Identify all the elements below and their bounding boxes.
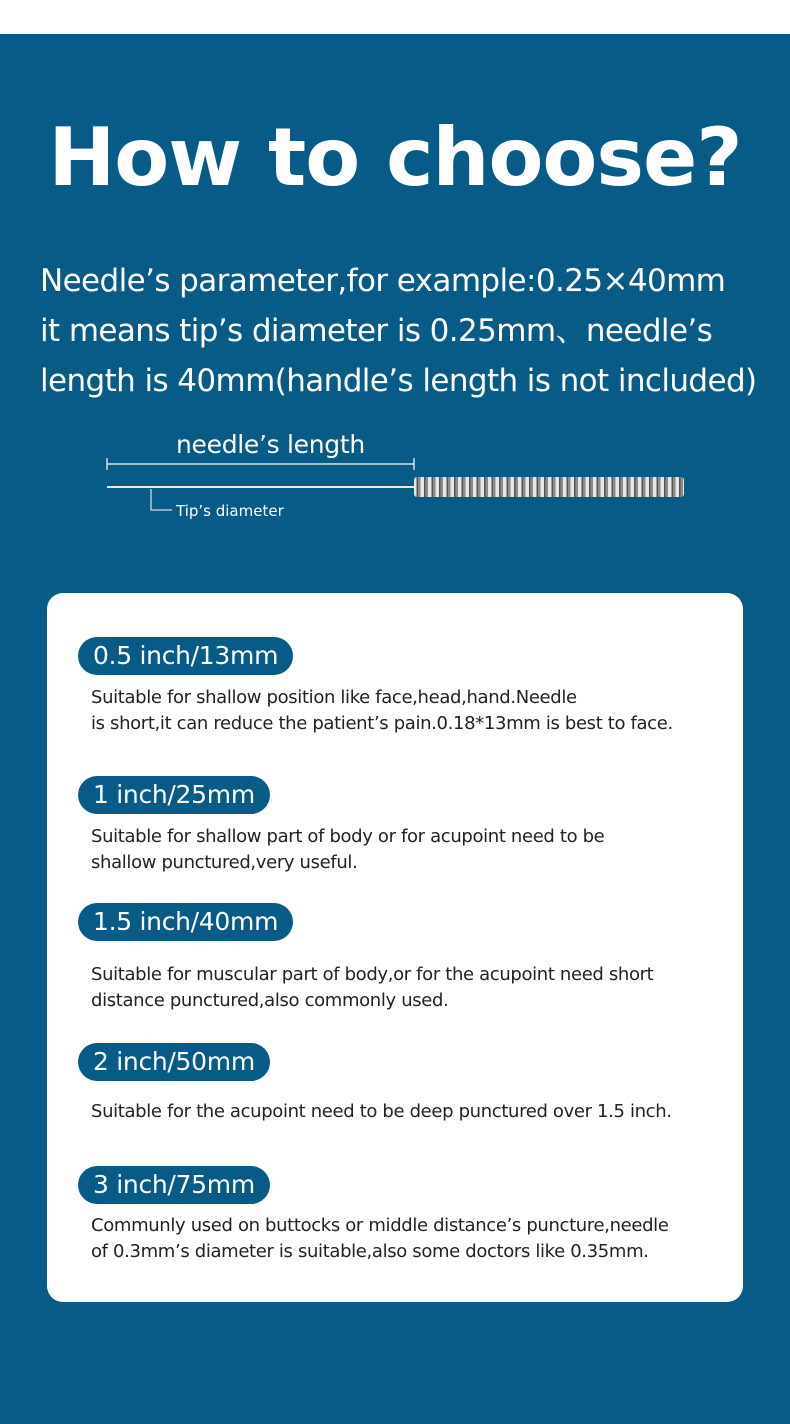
intro-line: length is 40mm(handle’s length is not included) (40, 363, 757, 399)
option-badge-75mm: 3 inch/75mm (78, 1166, 270, 1204)
needle-handle (414, 477, 684, 497)
option-badge-50mm: 2 inch/50mm (78, 1043, 270, 1081)
description-line: Suitable for the acupoint need to be deep punctured over 1.5 inch. (91, 1101, 672, 1122)
description-line: distance punctured,also commonly used. (91, 990, 449, 1011)
intro-text (40, 256, 780, 406)
description-line: shallow punctured,very useful. (91, 852, 358, 873)
needle-length-label: needle’s length (176, 430, 365, 459)
description-line: of 0.3mm’s diameter is suitable,also some doctors like 0.35mm. (91, 1241, 649, 1262)
description-line: Suitable for muscular part of body,or for the acupoint need short (91, 964, 654, 985)
intro-line: Needle’s parameter,for example:0.25×40mm (40, 263, 726, 299)
description-line: Communly used on buttocks or middle distance’s puncture,needle (91, 1215, 669, 1236)
needle-diagram (0, 450, 790, 530)
option-description-40mm (91, 962, 731, 1014)
option-description-13mm (91, 685, 731, 737)
description-line: is short,it can reduce the patient’s pain.0.18*13mm is best to face. (91, 713, 673, 734)
option-description-50mm (91, 1099, 731, 1125)
option-badge-25mm: 1 inch/25mm (78, 776, 270, 814)
description-line: Suitable for shallow part of body or for acupoint need to be (91, 826, 605, 847)
option-badge-13mm: 0.5 inch/13mm (78, 637, 293, 675)
intro-line: it means tip’s diameter is 0.25mm、needle’s (40, 313, 713, 349)
option-description-25mm (91, 824, 731, 876)
option-badge-40mm: 1.5 inch/40mm (78, 903, 293, 941)
option-description-75mm (91, 1213, 731, 1265)
tip-leader-line (151, 489, 172, 510)
page-title: How to choose? (48, 111, 742, 204)
description-line: Suitable for shallow position like face,head,hand.Needle (91, 687, 577, 708)
tip-diameter-label: Tip’s diameter (176, 502, 284, 520)
